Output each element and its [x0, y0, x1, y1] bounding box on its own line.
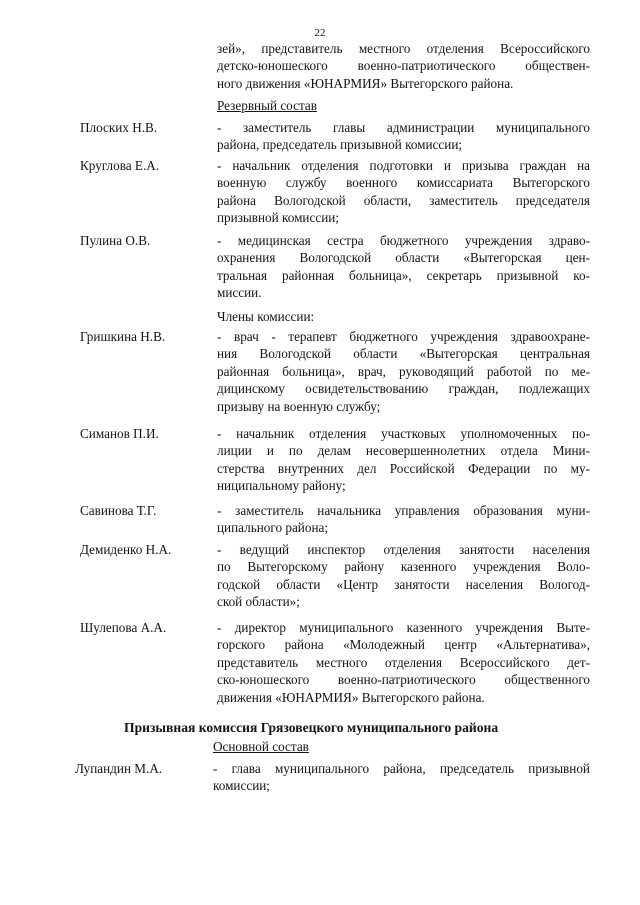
person-name: Савинова Т.Г.	[80, 503, 157, 518]
text-line: военную службу военного комиссариата Вытегорского	[217, 175, 590, 191]
section-title: Призывная комиссия Грязовецкого муниципального района	[124, 720, 499, 735]
text-line: представитель местного отделения Всероссийского дет-	[217, 654, 590, 670]
text-line: ниципальному району;	[217, 478, 346, 494]
text-line: районная больница», врач, руководящий работой по ме-	[217, 363, 590, 379]
text-line: по Вытегорскому району казенного учреждения Воло-	[217, 559, 590, 575]
text-line: горского района «Молодежный центр «Альтернатива»,	[217, 637, 590, 653]
text-line: миссии.	[217, 285, 262, 301]
text-line: - начальник отделения участковых уполномоченных по-	[217, 426, 590, 441]
text-line: - глава муниципального района, председатель призывной	[213, 761, 590, 776]
text-line: тральная районная больница», секретарь призывной ко-	[217, 267, 590, 283]
text-line: призыву на военную службу;	[217, 398, 381, 414]
person-description	[217, 232, 590, 302]
members-heading: Члены комиссии:	[217, 309, 315, 324]
person-description	[217, 119, 590, 154]
text-line: - ведущий инспектор отделения занятости населения	[217, 542, 590, 557]
page-number: 22	[314, 27, 326, 39]
text-line: - начальник отделения подготовки и призыва граждан на	[217, 158, 590, 173]
text-line: детско-юношеского военно-патриотического обществен-	[217, 58, 590, 74]
text-line: - заместитель главы администрации муниципального	[217, 120, 590, 135]
text-line: движения «ЮНАРМИЯ» Вытегорского района.	[217, 689, 485, 705]
person-name: Круглова Е.А.	[80, 158, 160, 173]
text-line: охранения Вологодской области «Вытегорская цен-	[217, 250, 590, 266]
text-line: - заместитель начальника управления образования муни-	[217, 503, 590, 518]
text-line: ской области»;	[217, 594, 300, 610]
text-line: зей», представитель местного отделения Всероссийского	[217, 41, 590, 56]
text-line: ного движения «ЮНАРМИЯ» Вытегорского района.	[217, 75, 514, 91]
text-line: - медицинская сестра бюджетного учреждения здраво-	[217, 233, 590, 248]
text-line: - врач - терапевт бюджетного учреждения здравоохране-	[217, 329, 590, 344]
text-line: стерства внутренних дел Российской Федерации по му-	[217, 460, 590, 476]
intro-paragraph	[217, 40, 590, 92]
person-description	[217, 502, 590, 537]
person-description	[213, 760, 590, 795]
person-name: Гришкина Н.В.	[80, 329, 166, 344]
person-name: Плоских Н.В.	[80, 120, 158, 135]
person-name: Пулина О.В.	[80, 233, 151, 248]
person-name: Лупандин М.А.	[75, 761, 163, 776]
text-line: дицинскому освидетельствованию граждан, подлежащих	[217, 381, 590, 397]
person-description	[217, 157, 590, 227]
text-line: комиссии;	[213, 778, 270, 794]
person-description	[217, 541, 590, 611]
person-name: Шулепова А.А.	[80, 620, 167, 635]
text-line: лиции и по делам несовершеннолетних отдела Мини-	[217, 443, 590, 459]
text-line: ния Вологодской области «Вытегорская центральная	[217, 346, 590, 362]
person-description	[217, 328, 590, 415]
text-line: годской области «Центр занятости населения Вологод-	[217, 576, 590, 592]
text-line: - директор муниципального казенного учреждения Выте-	[217, 620, 590, 635]
text-line: района, председатель призывной комиссии;	[217, 137, 463, 153]
reserve-heading: Резервный состав	[217, 98, 317, 113]
text-line: района Вологодской области, заместитель председателя	[217, 192, 590, 208]
person-name: Симанов П.И.	[80, 426, 159, 441]
person-description	[217, 619, 590, 706]
text-line: ципального района;	[217, 520, 329, 536]
main-composition-heading: Основной состав	[213, 739, 309, 754]
person-description	[217, 425, 590, 495]
person-name: Демиденко Н.А.	[80, 542, 172, 557]
text-line: призывной комиссии;	[217, 210, 339, 226]
text-line: ско-юношеского военно-патриотического общественного	[217, 672, 590, 688]
